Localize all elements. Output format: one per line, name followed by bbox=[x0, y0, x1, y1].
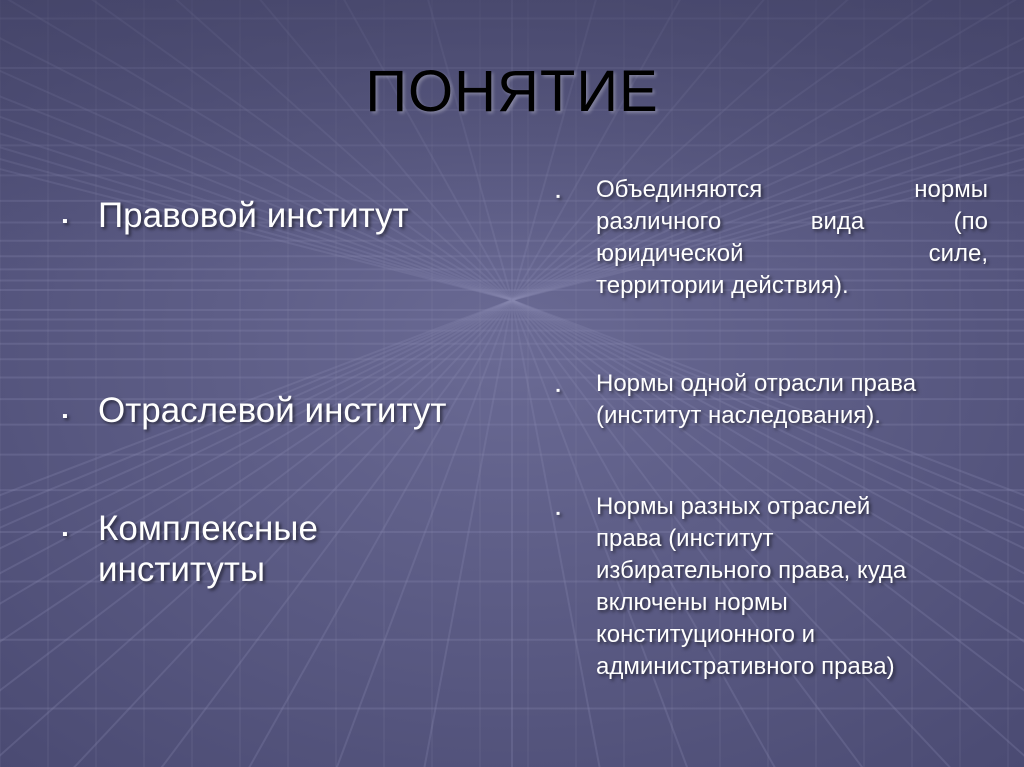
text-line: права (институт bbox=[596, 525, 774, 552]
square-bullet-icon: ▪ bbox=[62, 526, 68, 543]
text-line: административного права) bbox=[596, 653, 895, 680]
right-item-text bbox=[596, 368, 988, 432]
text-line: Нормы одной отрасли права bbox=[596, 370, 917, 397]
text-line: включены нормы bbox=[596, 589, 788, 616]
text-line: Нормы разных отраслей bbox=[596, 493, 871, 520]
word: вида bbox=[810, 208, 865, 235]
right-item-text bbox=[596, 174, 988, 302]
left-item-label: Комплексные институты bbox=[98, 509, 318, 589]
word: нормы bbox=[914, 176, 988, 203]
text-line bbox=[596, 238, 988, 270]
word: юридической bbox=[596, 240, 744, 267]
square-bullet-icon: ▪ bbox=[556, 189, 561, 203]
left-item-label: Правовой институт bbox=[98, 196, 409, 235]
right-item-text bbox=[596, 491, 988, 683]
square-bullet-icon: ▪ bbox=[62, 213, 68, 230]
text-line: конституционного и bbox=[596, 621, 816, 648]
text-line: избирательного права, куда bbox=[596, 557, 907, 584]
square-bullet-icon: ▪ bbox=[62, 408, 68, 425]
left-item-label: Отраслевой институт bbox=[98, 391, 447, 430]
word: различного bbox=[596, 208, 722, 235]
word: (по bbox=[953, 208, 988, 235]
square-bullet-icon: ▪ bbox=[556, 506, 561, 520]
word: силе, bbox=[928, 240, 988, 267]
text-line bbox=[596, 174, 988, 206]
text-line: территории действия). bbox=[596, 272, 849, 299]
word: Объединяются bbox=[596, 176, 763, 203]
slide-title: ПОНЯТИЕ bbox=[365, 59, 659, 124]
square-bullet-icon: ▪ bbox=[556, 383, 561, 397]
text-line bbox=[596, 206, 988, 238]
text-line: (институт наследования). bbox=[596, 402, 881, 429]
